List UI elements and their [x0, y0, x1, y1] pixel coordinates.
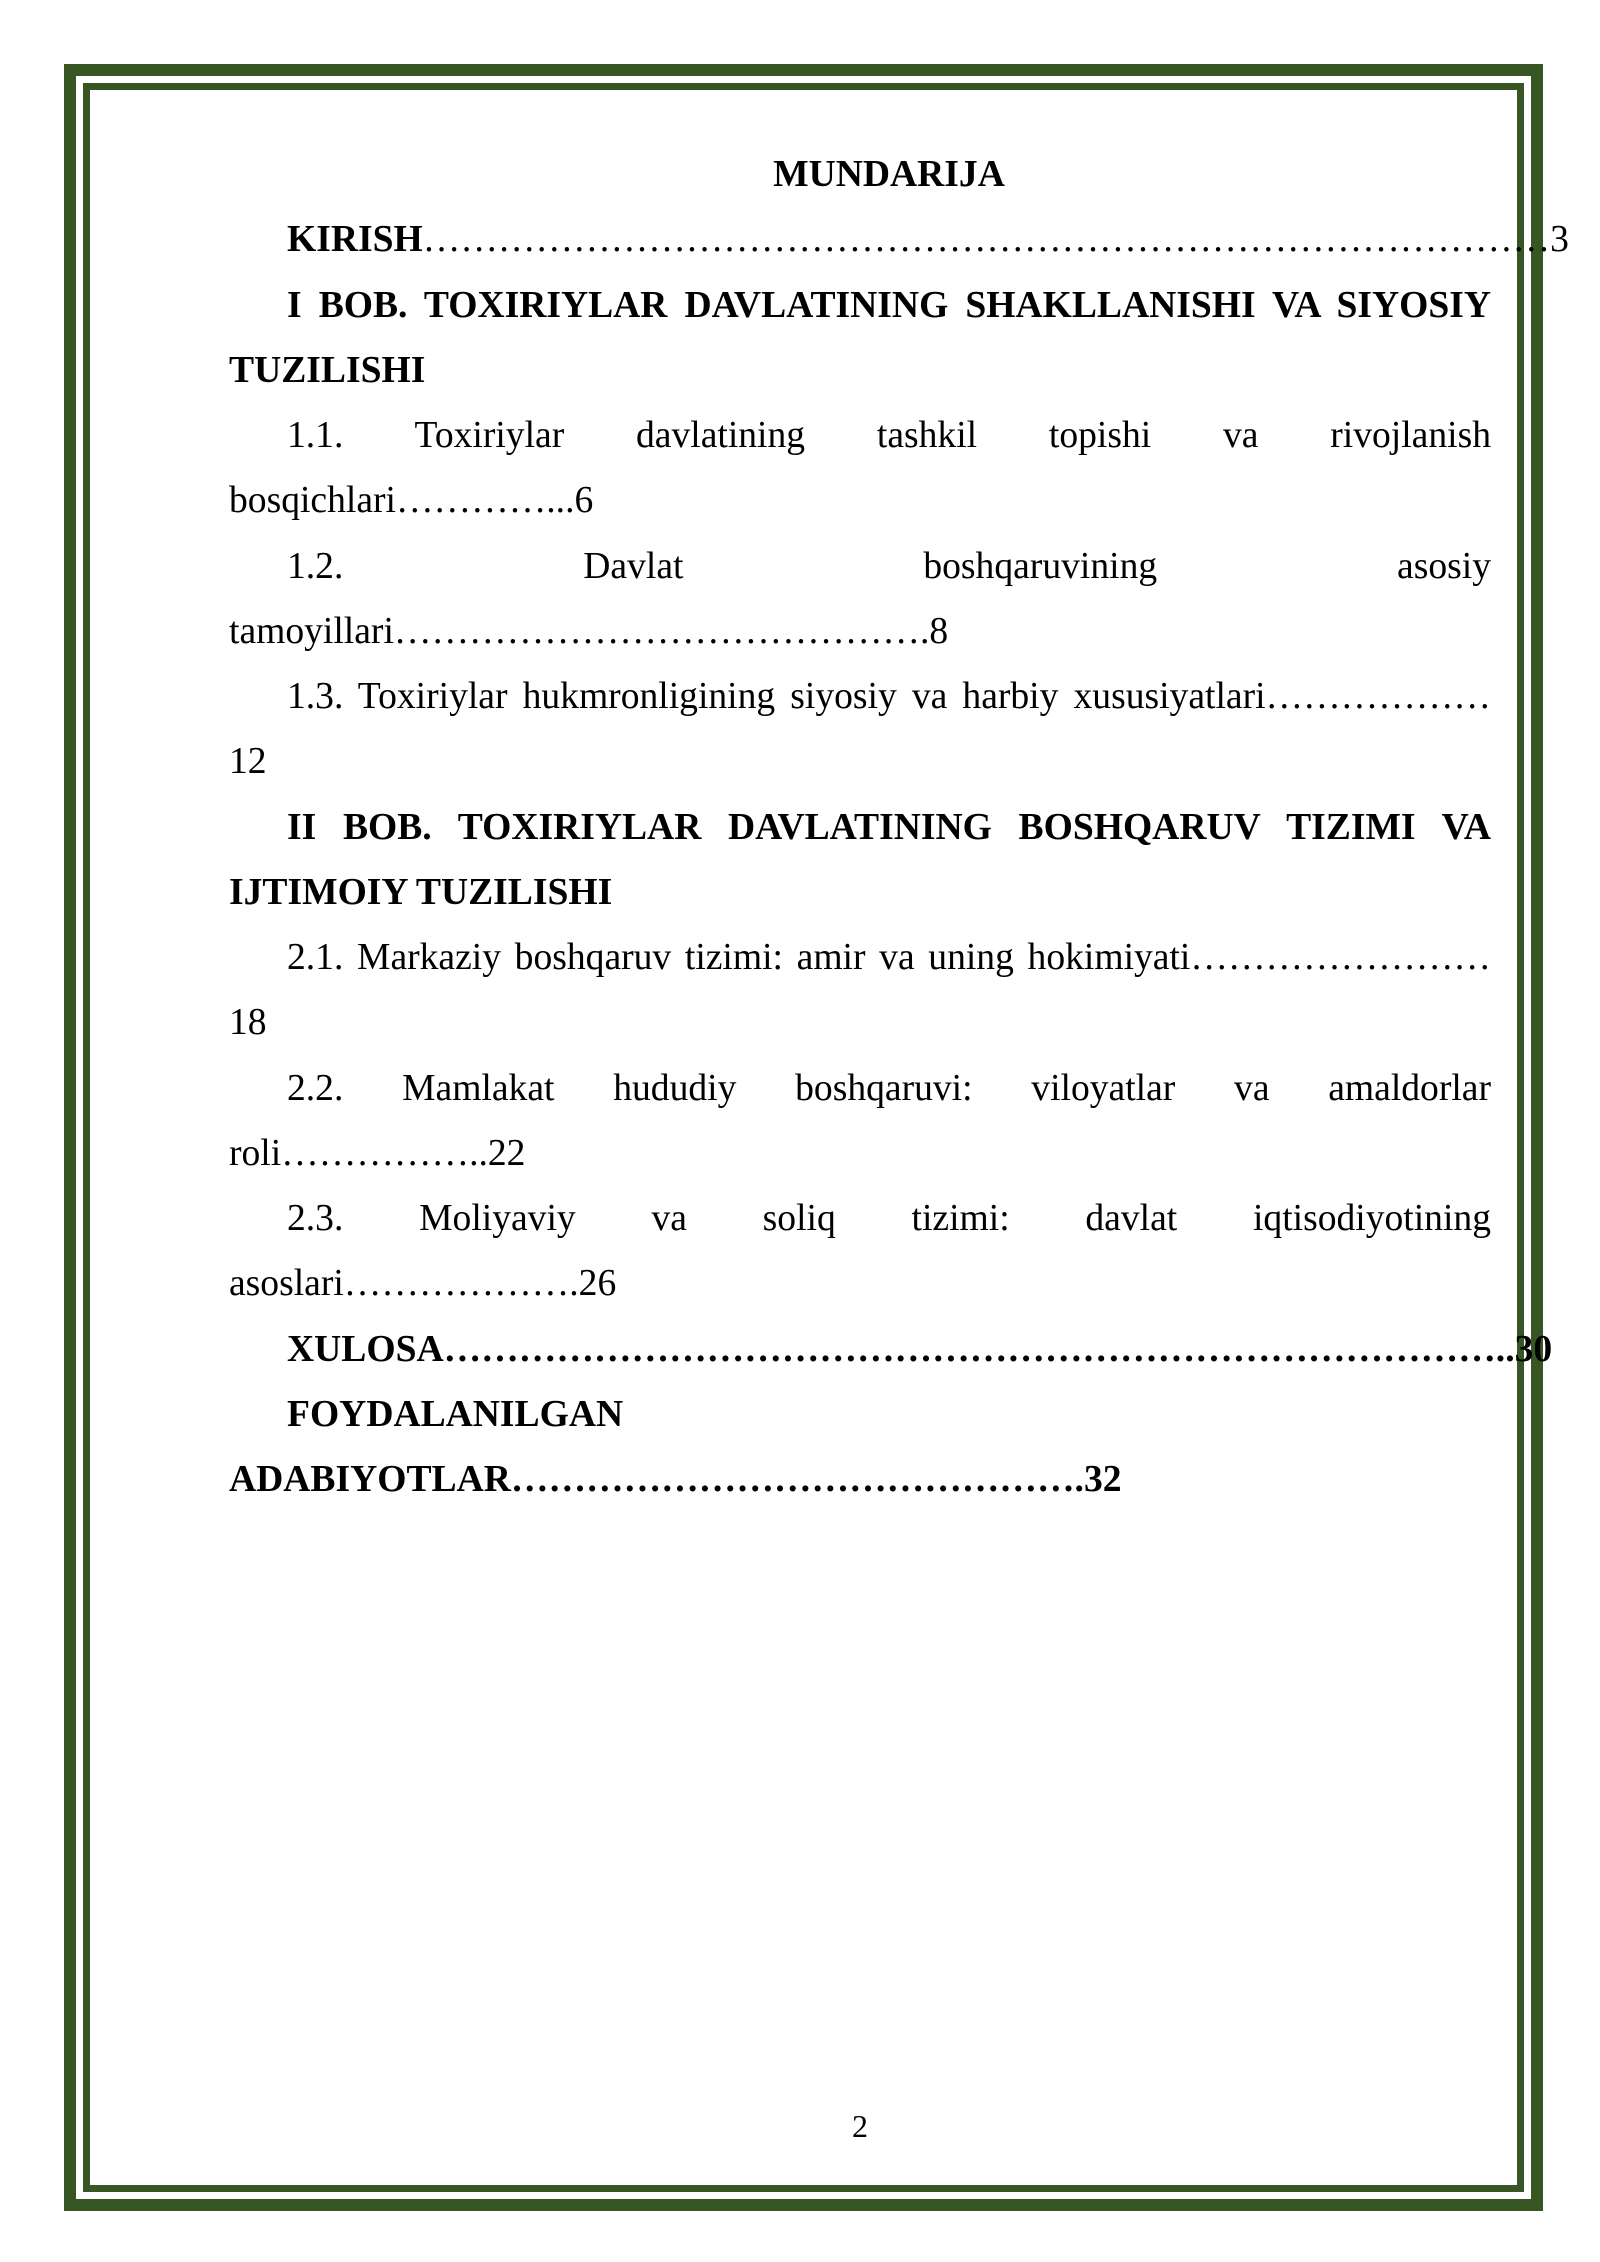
toc-line: IJTIMOIY TUZILISHI: [229, 871, 613, 913]
toc-entry-section-2-1: [229, 925, 1491, 1056]
toc-line: 1.2. Davlat boshqaruvining asosiy: [287, 545, 1491, 587]
toc-line: bosqichlari…………...6: [229, 480, 594, 522]
toc-line: TUZILISHI: [229, 349, 426, 391]
toc-page-number: 3: [1550, 219, 1569, 261]
toc-line: 1.3. Toxiriylar hukmronligining siyosiy va harbiy xususiyatlari………………: [287, 676, 1491, 717]
toc-entry-kirish: [229, 207, 1569, 272]
toc-line: 2.1. Markaziy boshqaruv tizimi: amir va uning hokimiyati……………………: [287, 937, 1491, 978]
toc-entry-section-2-2: [229, 1056, 1491, 1187]
toc-line: 12: [229, 741, 267, 783]
toc-line: 2.3. Moliyaviy va soliq tizimi: davlat iqtisodiyotining: [287, 1198, 1491, 1239]
toc-line: ADABIYOTLAR……………………………………….32: [229, 1459, 1122, 1500]
toc-line: II BOB. TOXIRIYLAR DAVLATINING BOSHQARUV TIZIMI VA: [287, 806, 1491, 848]
toc-line: I BOB. TOXIRIYLAR DAVLATINING SHAKLLANISHI VA SIYOSIY: [287, 284, 1491, 326]
toc-entry-section-1-3: [229, 664, 1491, 795]
toc-line: 1.1. Toxiriylar davlatining tashkil topishi va rivojlanish: [287, 415, 1491, 456]
toc-line: 18: [229, 1002, 267, 1044]
toc-title: MUNDARIJA: [773, 154, 1005, 195]
toc-entry-label: KIRISH: [287, 219, 423, 261]
toc-entry-chapter-2: [229, 795, 1491, 926]
toc-entry-adabiyotlar: [229, 1382, 1491, 1513]
toc-entry-section-1-2: [229, 534, 1491, 665]
toc-entry-section-1-1: [229, 403, 1491, 534]
toc-line: tamoyillari…………………………………….8: [229, 610, 949, 652]
toc-entry-xulosa: [229, 1317, 1553, 1382]
page-number: 2: [852, 2108, 868, 2144]
toc-line: XULOSA…………………………………………………………………………..30: [287, 1328, 1553, 1370]
toc-entry-section-2-3: [229, 1186, 1491, 1317]
toc-leader-dots: ………………………………………………………………………………: [422, 219, 1551, 261]
toc-line: FOYDALANILGAN: [287, 1393, 624, 1435]
toc-line: 2.2. Mamlakat hududiy boshqaruvi: viloyatlar va amaldorlar: [287, 1067, 1491, 1109]
toc-line: asoslari……………….26: [229, 1263, 617, 1305]
table-of-contents: [229, 142, 1569, 1512]
toc-entry-chapter-1: [229, 273, 1491, 404]
toc-line: roli……………..22: [229, 1132, 526, 1174]
